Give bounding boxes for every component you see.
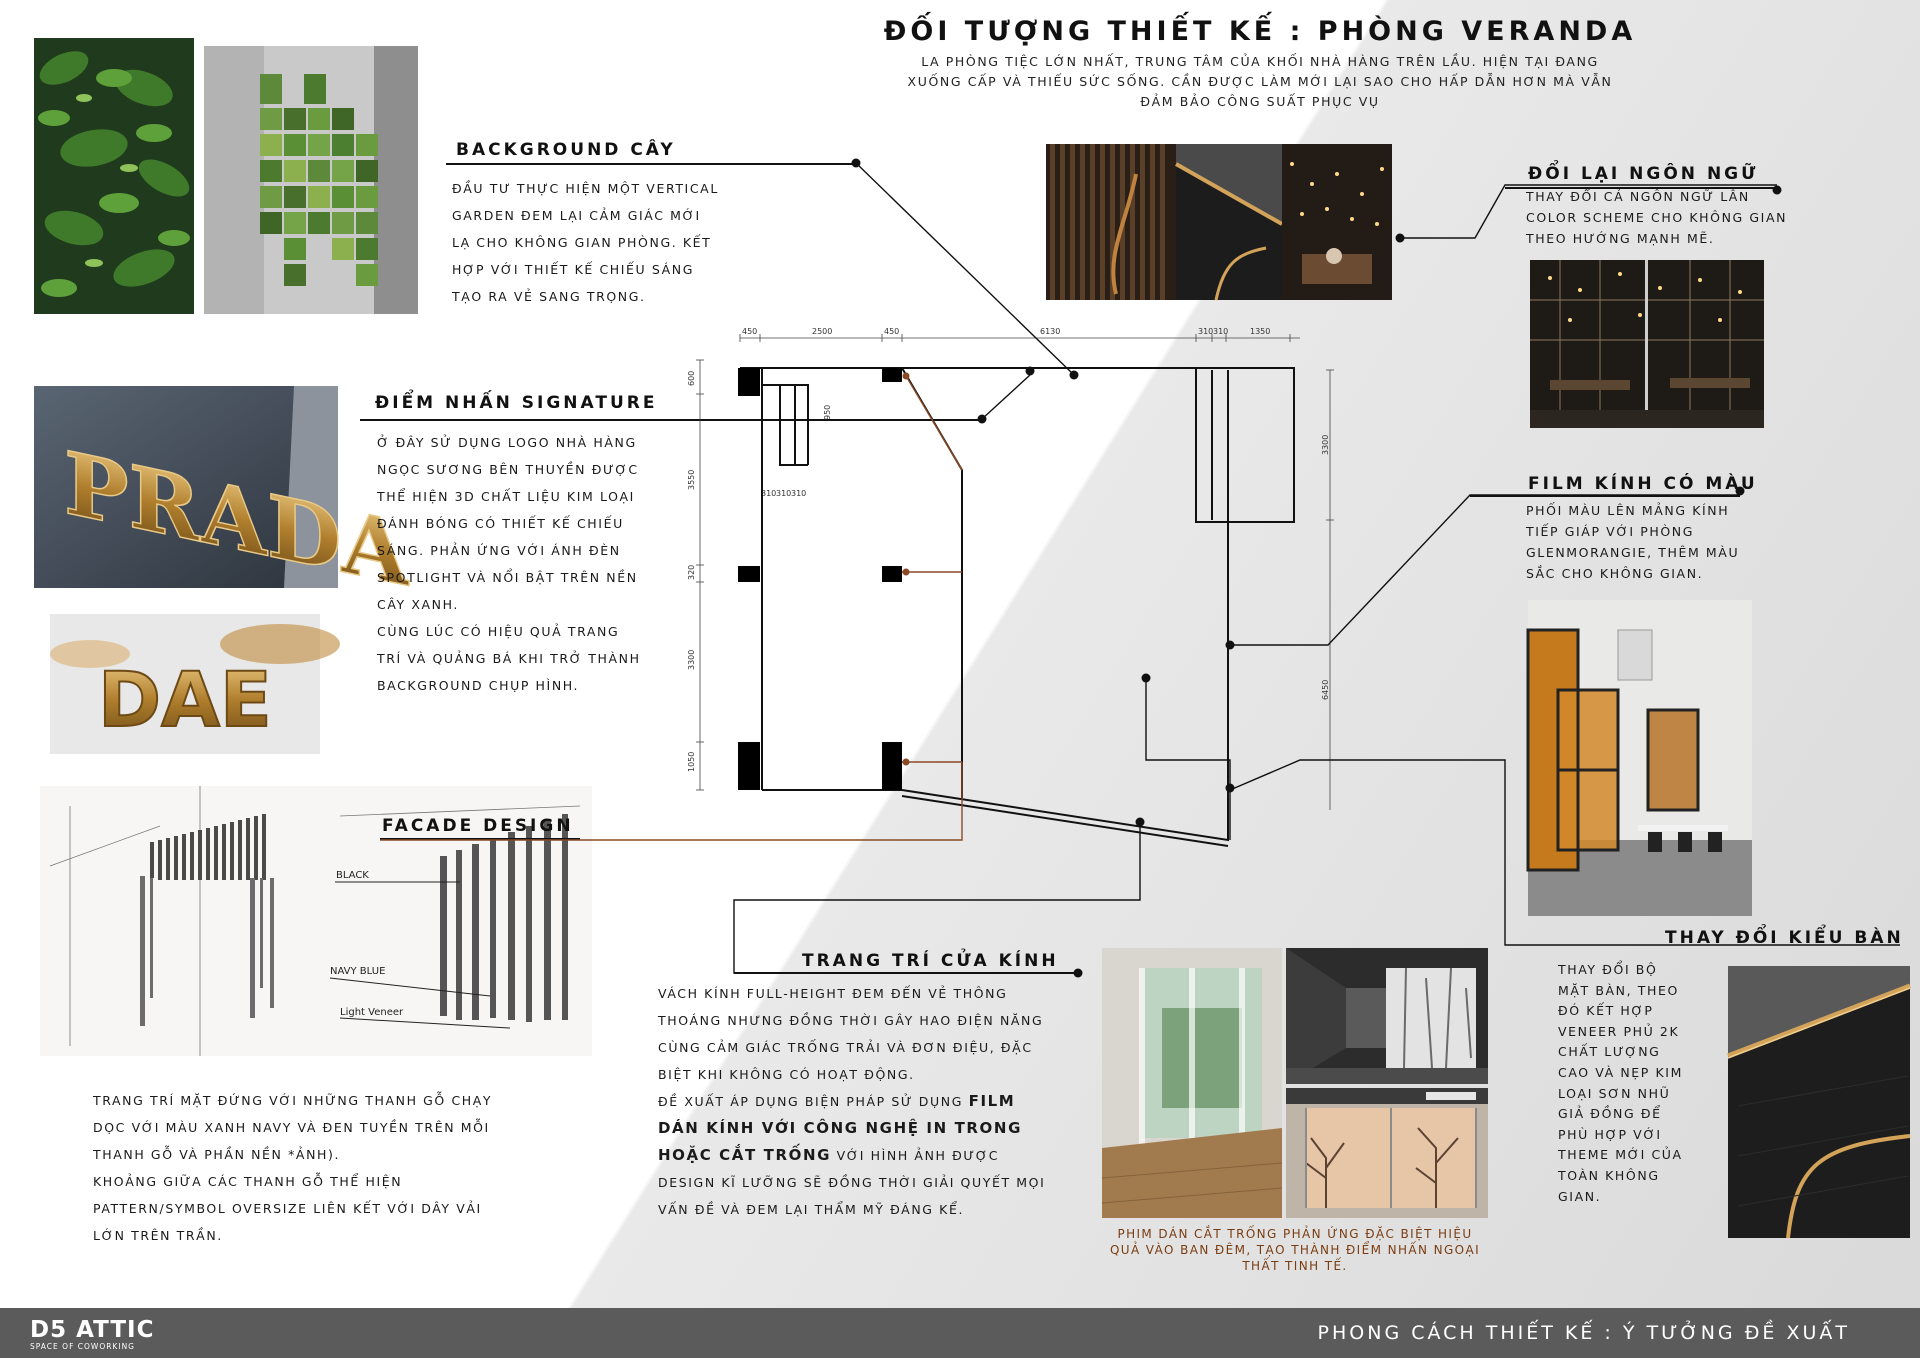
cua-kinh-heading: TRANG TRÍ CỬA KÍNH [802, 951, 1059, 971]
text-line: GARDEN ĐEM LẠI CẢM GIÁC MỚI [452, 208, 701, 223]
tinted-glass-office-photo [1528, 600, 1752, 916]
dim-top: 1350 [1250, 327, 1271, 336]
sketch-label-veneer: Light Veneer [340, 1007, 404, 1018]
text-line: SẮC CHO KHÔNG GIAN. [1526, 566, 1704, 581]
subtitle-line: ĐẢM BẢO CÔNG SUẤT PHỤC VỤ [1140, 94, 1380, 109]
dim-top: 450 [884, 327, 900, 336]
glass-wall-interior-photo [1102, 948, 1282, 1218]
background-cay-heading: BACKGROUND CÂY [456, 140, 676, 160]
tree-film-glass-photo [1286, 1088, 1488, 1218]
text-line: CÙNG CẢM GIÁC TRỐNG TRẢI VÀ ĐƠN ĐIỆU, ĐẶC [658, 1040, 1033, 1055]
text-line: THEO HƯỚNG MẠNH MẼ. [1526, 231, 1715, 246]
dim-left: 1050 [687, 751, 696, 772]
sketch-label-navy: NAVY BLUE [330, 966, 386, 977]
text-line: TIẾP GIÁP VỚI PHÒNG [1526, 524, 1695, 539]
text-line: COLOR SCHEME CHO KHÔNG GIAN [1526, 210, 1788, 225]
text-line: THOÁNG NHƯNG ĐỒNG THỜI GÂY HAO ĐIỆN NĂNG [658, 1013, 1044, 1028]
text-line: TRÍ VÀ QUẢNG BÁ KHI TRỞ THÀNH [377, 651, 641, 666]
text-line: ĐÁNH BÓNG CÓ THIẾT KẾ CHIẾU [377, 516, 624, 531]
cua-kinh-photo-caption [1102, 1226, 1488, 1274]
text-line: ĐÓ KẾT HỢP [1558, 1003, 1654, 1019]
text-line: MẶT BÀN, THEO [1558, 982, 1679, 998]
text-line: GIAN. [1558, 1188, 1602, 1204]
text-line: VÁCH KÍNH FULL-HEIGHT ĐEM ĐẾN VẺ THÔNG [658, 986, 1008, 1001]
text-line: LỚN TRÊN TRẦN. [93, 1228, 223, 1243]
dim-top: 450 [742, 327, 758, 336]
table-veneer-photo [1728, 966, 1910, 1238]
text-line: SÁNG. PHẢN ỨNG VỚI ÁNH ĐÈN [377, 543, 621, 558]
caption-line: PHIM DÁN CẮT TRỐNG PHẢN ỨNG ĐẶC BIỆT HIỆU [1117, 1227, 1473, 1241]
footer-logo [30, 1318, 154, 1352]
text-line: PHÙ HỢP VỚI [1558, 1126, 1662, 1142]
kieu-ban-text [1558, 960, 1728, 1207]
slatted-wall-photo [1046, 144, 1176, 300]
text-line: THAY ĐỔI CẢ NGÔN NGỮ LẪN [1526, 189, 1750, 204]
para2-after: VỚI HÌNH ẢNH ĐƯỢC [836, 1148, 1000, 1163]
text-line: ĐẦU TƯ THỰC HIỆN MỘT VERTICAL [452, 181, 719, 196]
cua-kinh-text [658, 980, 1098, 1223]
page-title: ĐỐI TƯỢNG THIẾT KẾ : PHÒNG VERANDA [883, 16, 1637, 47]
dim-inner: 310 [791, 489, 807, 498]
restaurant-interior-photo [1530, 260, 1764, 428]
text-line: VẤN ĐỀ VÀ ĐEM LẠI THẨM MỸ ĐÁNG KỂ. [658, 1202, 965, 1217]
prada-letters: PRADA [64, 431, 409, 607]
logo-wordmark: D5 ATTIC [30, 1317, 155, 1343]
ngon-ngu-heading: ĐỔI LẠI NGÔN NGỮ [1528, 164, 1759, 184]
text-line: BIỆT KHI KHÔNG CÓ HOẠT ĐỘNG. [658, 1067, 915, 1082]
signature-heading: ĐIỂM NHẤN SIGNATURE [375, 393, 658, 413]
film-kinh-text [1526, 500, 1826, 584]
dim-inner: 310 [776, 489, 792, 498]
subtitle-line: XUỐNG CẤP VÀ THIẾU SỨC SỐNG. CẦN ĐƯỢC LÀM MỚI LẠI SAO CHO HẤP DẪN HƠN MÀ VẪN [907, 74, 1613, 89]
text-line: Ở ĐÂY SỬ DỤNG LOGO NHÀ HÀNG [377, 435, 637, 450]
text-line: SPOTLIGHT VÀ NỔI BẬT TRÊN NỀN [377, 570, 638, 585]
text-line: CÙNG LÚC CÓ HIỆU QUẢ TRANG [377, 624, 620, 639]
text-line: TRANG TRÍ MẶT ĐỨNG VỚI NHỮNG THANH GỖ CHẠY [93, 1093, 493, 1108]
text-line: KHOẢNG GIỮA CÁC THANH GỖ THỂ HIỆN [93, 1174, 403, 1189]
para2-bold: DÁN KÍNH VỚI CÔNG NGHỆ IN TRONG [658, 1119, 1022, 1137]
para2-bold: HOẶC CẮT TRỐNG [658, 1146, 832, 1164]
dim-left: 3550 [687, 469, 696, 490]
dim-inner: 310 [761, 489, 777, 498]
film-kinh-rule [1470, 495, 1740, 497]
facade-heading: FACADE DESIGN [382, 816, 574, 836]
text-line: CHẤT LƯỢNG [1558, 1044, 1661, 1060]
dim-top: 2500 [812, 327, 833, 336]
ngon-ngu-text [1526, 186, 1826, 249]
text-line: HỢP VỚI THIẾT KẾ CHIẾU SÁNG [452, 262, 695, 277]
dim-right: 3300 [1321, 434, 1330, 455]
dim-right: 6450 [1321, 679, 1330, 700]
text-line: THAY ĐỔI BỘ [1558, 962, 1658, 977]
text-line: CÂY XANH. [377, 597, 459, 612]
caption-line: THẤT TINH TẾ. [1242, 1259, 1348, 1273]
dim-top: 310 [1213, 327, 1229, 336]
text-line: THANH GỖ VÀ PHẦN NỀN *ẢNH). [93, 1147, 341, 1162]
text-line: NGỌC SƯƠNG BÊN THUYỀN ĐƯỢC [377, 462, 639, 477]
text-line [658, 1088, 1098, 1115]
table-edge-photo [1176, 144, 1282, 300]
para2-bold: FILM [968, 1092, 1016, 1110]
text-line: TOÀN KHÔNG [1558, 1167, 1660, 1183]
dim-left: 3300 [687, 649, 696, 670]
dim-left: 600 [687, 370, 696, 386]
text-line: THỂ HIỆN 3D CHẤT LIỆU KIM LOẠI [377, 489, 635, 504]
text-line: DESIGN KĨ LƯỠNG SẼ ĐỒNG THỜI GIẢI QUYẾT MỌI [658, 1175, 1046, 1190]
text-line: GLENMORANGIE, THÊM MÀU [1526, 545, 1740, 560]
dae-letters: DAE [98, 655, 272, 744]
text-line: BACKGROUND CHỤP HÌNH. [377, 678, 580, 693]
text-line: CAO VÀ NẸP KIM [1558, 1064, 1683, 1080]
dim-top: 310 [1198, 327, 1214, 336]
subtitle-line: LA PHÒNG TIỆC LỚN NHẤT, TRUNG TÂM CỦA KHỐI NHÀ HÀNG TRÊN LẦU. HIỆN TẠI ĐANG [921, 54, 1599, 69]
film-kinh-heading: FILM KÍNH CÓ MÀU [1528, 474, 1758, 494]
corridor-glass-photo [1286, 948, 1488, 1084]
text-line: GIẢ ĐỒNG ĐỂ [1558, 1106, 1662, 1122]
text-line: VENEER PHỦ 2K [1558, 1023, 1680, 1039]
sketch-label-black: BLACK [336, 870, 369, 881]
dim-inner: 950 [823, 404, 832, 420]
text-line: PATTERN/SYMBOL OVERSIZE LIÊN KẾT VỚI DÂY VẢI [93, 1201, 482, 1216]
para2-start: ĐỀ XUẤT ÁP DỤNG BIỆN PHÁP SỬ DỤNG [658, 1094, 964, 1109]
text-line [658, 1115, 1098, 1142]
caption-line: QUẢ VÀO BAN ĐÊM, TẠO THÀNH ĐIỂM NHẤN NGOẠI [1109, 1243, 1481, 1257]
cua-kinh-rule [734, 972, 1078, 974]
text-line: THEME MỚI CỦA [1558, 1147, 1683, 1163]
dim-top: 6130 [1040, 327, 1061, 336]
logo-tagline: SPACE OF COWORKING [30, 1342, 135, 1351]
text-line: TẠO RA VẺ SANG TRỌNG. [452, 289, 646, 304]
kieu-ban-heading: THAY ĐỔI KIỂU BÀN [1665, 928, 1904, 948]
text-line: LẠ CHO KHÔNG GIAN PHÒNG. KẾT [452, 235, 712, 250]
text-line: PHỐI MÀU LÊN MẢNG KÍNH [1526, 503, 1730, 518]
dim-left: 320 [687, 564, 696, 580]
footer-caption: PHONG CÁCH THIẾT KẾ : Ý TƯỞNG ĐỀ XUẤT [1317, 1322, 1850, 1344]
text-line: DỌC VỚI MÀU XANH NAVY VÀ ĐEN TUYỀN TRÊN MỖI [93, 1120, 490, 1135]
restaurant-lights-photo [1282, 144, 1392, 300]
text-line [658, 1142, 1098, 1169]
text-line: LOẠI SƠN NHŨ [1558, 1085, 1671, 1101]
